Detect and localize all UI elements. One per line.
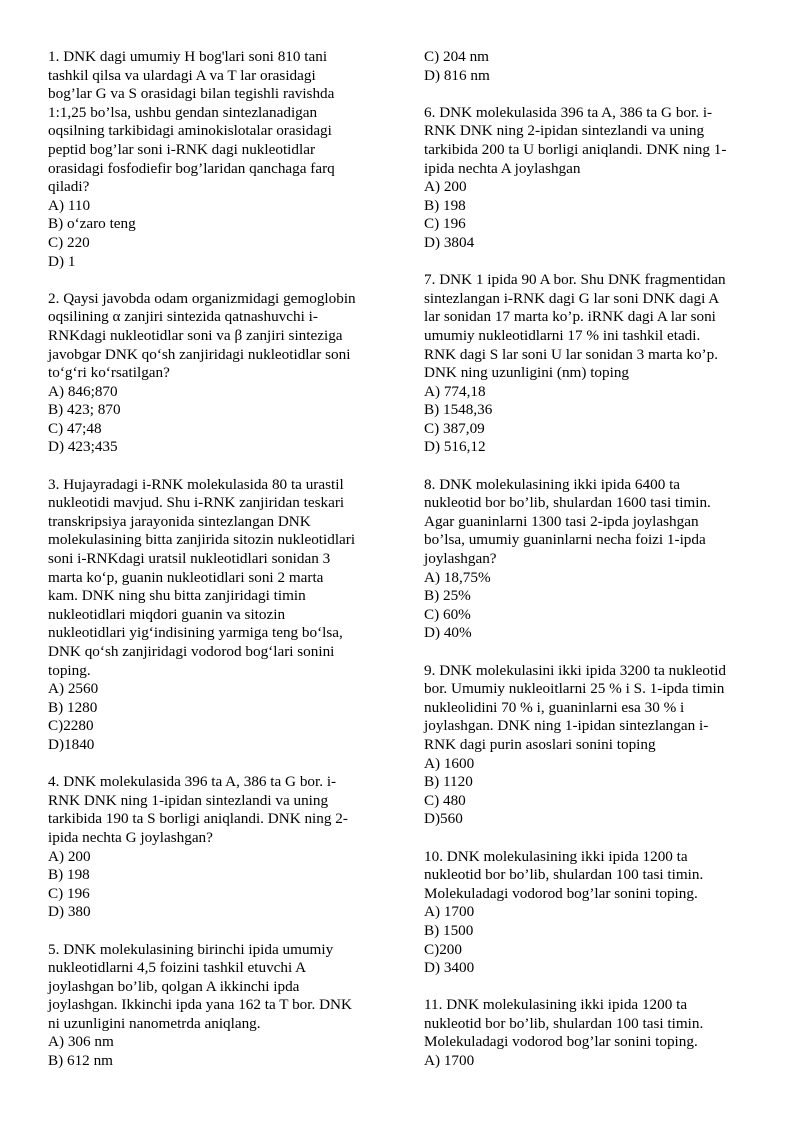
question-text: 1. DNK dagi umumiy H bog'lari soni 810 tani tashkil qilsa va ulardagi A va T lar orasidagi bog’lar G va S orasidagi bilan tegishli ravishda 1:1,25 bo’lsa, ushbu gendan sintezlanadigan oqsilning tarkibidagi aminokislotalar orasidagi peptid bog’lar soni i-RNK dagi nukleotidlar orasidagi fosfodiefir bog’laridan qanchaga farq qiladi? [48,48,335,196]
option-a: A) 306 nm [48,1033,114,1051]
question-8 [424,476,764,643]
option-c: C) 480 [424,791,466,809]
question-text: 7. DNK 1 ipida 90 A bor. Shu DNK fragmentidan sintezlangan i-RNK dagi G lar soni DNK dagi A lar sonidan 17 marta ko’p. iRNK dagi A lar soni umumiy nukleotidlarni 17 % ini tashkil etadi. RNK dagi S lar soni U lar sonidan 3 marta ko’p. DNK ning uzunligini (nm) toping [424,271,726,382]
option-b: B) 1500 [424,921,474,939]
option-c: C) 387,09 [424,419,485,437]
option-a: A) 18,75% [424,568,491,586]
right-column [424,48,764,1089]
option-d: D) 380 [48,903,91,921]
question-5-continued [424,48,764,85]
option-a: A) 2560 [48,680,99,698]
question-text: 8. DNK molekulasining ikki ipida 6400 ta nukleotid bor bo’lib, shulardan 1600 tasi timin. Agar guaninlarni 1300 tasi 2-ipda joylashgan bo’lsa, umumiy guaninlarni necha foizi 1-ipda joylashgan? [424,475,711,568]
option-b: B) 198 [424,196,466,214]
option-d: D) 516,12 [424,438,486,456]
option-a: A) 1700 [424,903,475,921]
option-a: A) 846;870 [48,382,118,400]
question-2 [48,290,393,457]
question-4 [48,773,393,922]
option-d: D) 816 nm [424,66,490,84]
option-c: C) 196 [424,215,466,233]
option-d: D)1840 [48,735,95,753]
question-text: 11. DNK molekulasining ikki ipida 1200 ta nukleotid bor bo’lib, shulardan 100 tasi timin. Molekuladagi vodorod bog’lar sonini toping. [424,996,704,1051]
option-a: A) 1600 [424,754,475,772]
question-text: 3. Hujayradagi i-RNK molekulasida 80 ta urastil nukleotidi mavjud. Shu i-RNK zanjiridan teskari transkripsiya jarayonida sintezlangan DNK molekulasining bitta zanjirida sitozin nukleotidlari soni i-RNKdagi uratsil nukleotidlari sonidan 3 marta ko‘p, guanin nukleotidlari soni 2 marta kam. DNK ning shu bitta zanjiridagi timin nukleotidlari miqdori guanin va sitozin nukleotidlari yig‘indisining yarmiga teng bo‘lsa, DNK qo‘sh zanjiridagi vodorod bog‘lari sonini toping. [48,475,356,679]
question-5 [48,941,393,1071]
question-text: 6. DNK molekulasida 396 ta A, 386 ta G bor. i- RNK DNK ning 2-ipidan sintezlandi va uning tarkibida 200 ta U borligi aniqlandi. DNK ning 1- ipida nechta A joylashgan [424,103,727,177]
question-6 [424,104,764,253]
option-c: C)200 [424,940,462,958]
question-text: 2. Qaysi javobda odam organizmidagi gemoglobin oqsilining α zanjiri sintezida qatnashuvchi i- RNKdagi nukleotidlar soni va β zanjiri sinteziga javobgar DNK qo‘sh zanjiridagi nukleotidlar soni to‘g‘ri ko‘rsatilgan? [48,289,356,382]
option-c: C) 60% [424,605,471,623]
option-a: A) 110 [48,196,91,214]
option-b: B) 1280 [48,698,98,716]
option-b: B) 612 nm [48,1052,113,1070]
question-3 [48,476,393,755]
option-a: A) 774,18 [424,382,486,400]
question-1 [48,48,393,271]
option-a: A) 1700 [424,1052,475,1070]
question-7 [424,271,764,457]
option-b: B) 423; 870 [48,401,121,419]
question-text: 5. DNK molekulasining birinchi ipida umumiy nukleotidlarni 4,5 foizini tashkil etuvchi A joylashgan bo’lib, qolgan A ikkinchi ipda joylashgan. Ikkinchi ipda yana 162 ta T bor. DNK ni uzunligini nanometrda aniqlang. [48,940,352,1032]
question-text: 9. DNK molekulasini ikki ipida 3200 ta nukleotid bor. Umumiy nukleoitlarni 25 % i S. 1-ipda timin nukleolidini 70 % i, guaninlarni esa 30 % i joylashgan. DNK ning 1-ipidan sintezlangan i- RNK dagi purin asoslari sonini toping [424,661,727,753]
option-d: D) 40% [424,624,472,642]
option-d: D)560 [424,810,463,828]
option-d: D) 3804 [424,233,475,251]
option-c: C) 204 nm [424,48,489,65]
option-d: D) 423;435 [48,438,118,456]
option-a: A) 200 [48,847,91,865]
question-text: 10. DNK molekulasining ikki ipida 1200 ta nukleotid bor bo’lib, shulardan 100 tasi timin. Molekuladagi vodorod bog’lar sonini toping. [424,847,704,902]
option-b: B) 1120 [424,773,473,791]
option-d: D) 1 [48,252,76,270]
option-c: C) 47;48 [48,419,102,437]
left-column [48,48,393,1089]
option-b: B) 1548,36 [424,401,493,419]
question-text: 4. DNK molekulasida 396 ta A, 386 ta G bor. i- RNK DNK ning 1-ipidan sintezlandi va uning tarkibida 190 ta S borligi aniqlandi. DNK ning 2- ipida nechta G joylashgan? [48,773,348,846]
question-9 [424,662,764,829]
question-11 [424,996,764,1070]
option-c: C) 220 [48,233,90,251]
option-c: C)2280 [48,717,94,735]
question-10 [424,848,764,978]
option-d: D) 3400 [424,959,475,977]
option-c: C) 196 [48,884,90,902]
option-b: B) 198 [48,866,90,884]
option-b: B) o‘zaro teng [48,215,136,233]
option-b: B) 25% [424,587,471,605]
option-a: A) 200 [424,178,467,196]
